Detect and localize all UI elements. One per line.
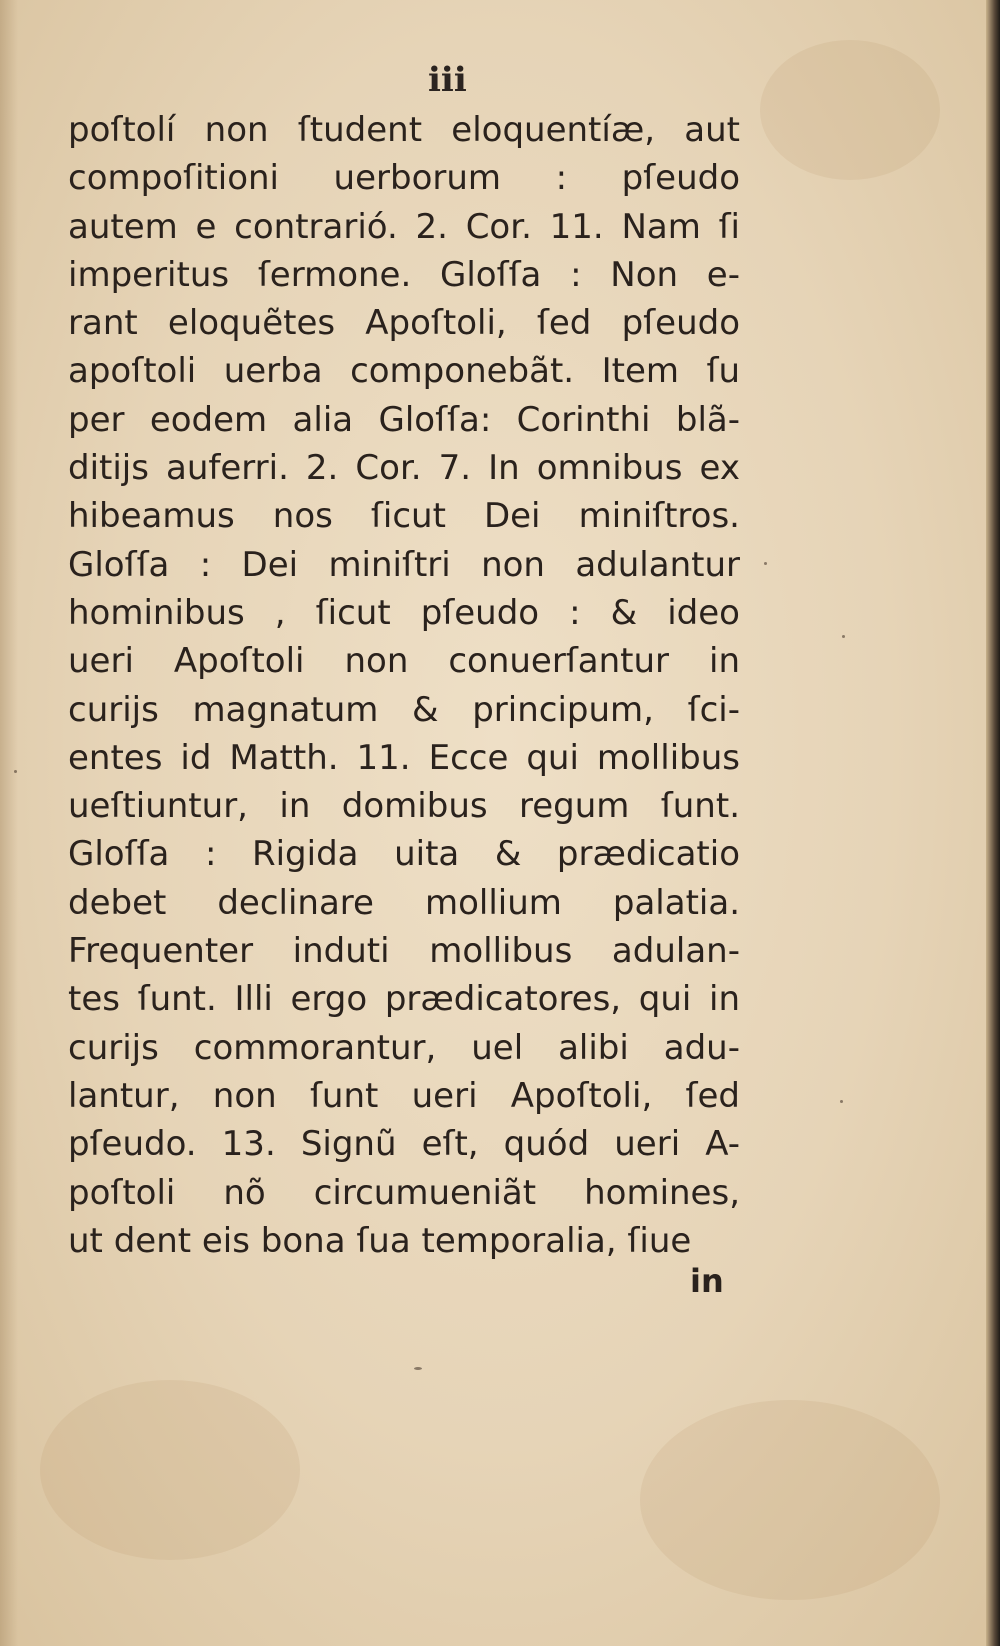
text-line: curijs magnatum & principum, ſci- xyxy=(68,689,740,730)
paper-speck xyxy=(764,562,767,565)
paper-speck xyxy=(414,1367,422,1370)
text-line: poſtolí non ſtudent eloquentíæ, aut xyxy=(68,110,740,150)
text-line: Frequenter induti mollibus adulan- xyxy=(68,931,740,972)
page-left-shadow xyxy=(0,0,18,1646)
text-line: imperitus ſermone. Gloſſa : Non e- xyxy=(68,254,740,295)
text-line: Gloſſa : Dei miniſtri non adulantur xyxy=(68,544,740,585)
text-line: lantur, non ſunt ueri Apoſtoli, ſed xyxy=(68,1075,740,1116)
page-right-edge xyxy=(986,0,1000,1646)
paper-stain xyxy=(760,40,940,180)
text-line: per eodem alia Gloſſa: Corinthi blã- xyxy=(68,399,740,440)
body-text xyxy=(68,106,740,1265)
paper-speck xyxy=(14,770,17,773)
paper-speck xyxy=(840,1100,843,1103)
text-line: Gloſſa : Rigida uita & prædicatio xyxy=(68,834,740,875)
text-line: rant eloquẽtes Apoſtoli, ſed pſeudo xyxy=(68,303,740,344)
page-number: iii xyxy=(428,60,467,100)
paper-stain xyxy=(640,1400,940,1600)
text-line: debet declinare mollium palatia. xyxy=(68,882,740,923)
catchword: in xyxy=(690,1262,724,1300)
text-line: hominibus , ſicut pſeudo : & ideo xyxy=(68,592,740,633)
paper-speck xyxy=(842,635,845,638)
text-line: apoſtoli uerba componebãt. Item ſu xyxy=(68,351,740,392)
paper-stain xyxy=(40,1380,300,1560)
text-line: ueri Apoſtoli non conuerſantur in xyxy=(68,641,740,682)
text-line: entes id Matth. 11. Ecce qui mollibus xyxy=(68,737,740,778)
text-line: compoſitioni uerborum : pſeudo xyxy=(68,158,740,199)
text-line: ueſtiuntur, in domibus regum ſunt. xyxy=(68,786,740,827)
text-line: poſtoli nõ circumueniãt homines, xyxy=(68,1172,740,1213)
text-line: pſeudo. 13. Signũ eſt, quód ueri A- xyxy=(68,1124,740,1165)
text-line: ditijs auferri. 2. Cor. 7. In omnibus ex xyxy=(68,448,740,489)
text-line: tes ſunt. Illi ergo prædicatores, qui in xyxy=(68,979,740,1020)
text-line: ut dent eis bona ſua temporalia, ſiue xyxy=(68,1220,692,1261)
text-line: curijs commorantur, uel alibi adu- xyxy=(68,1027,740,1068)
text-line: hibeamus nos ſicut Dei miniſtros. xyxy=(68,496,740,537)
text-line: autem e contrarió. 2. Cor. 11. Nam ſi xyxy=(68,206,740,247)
